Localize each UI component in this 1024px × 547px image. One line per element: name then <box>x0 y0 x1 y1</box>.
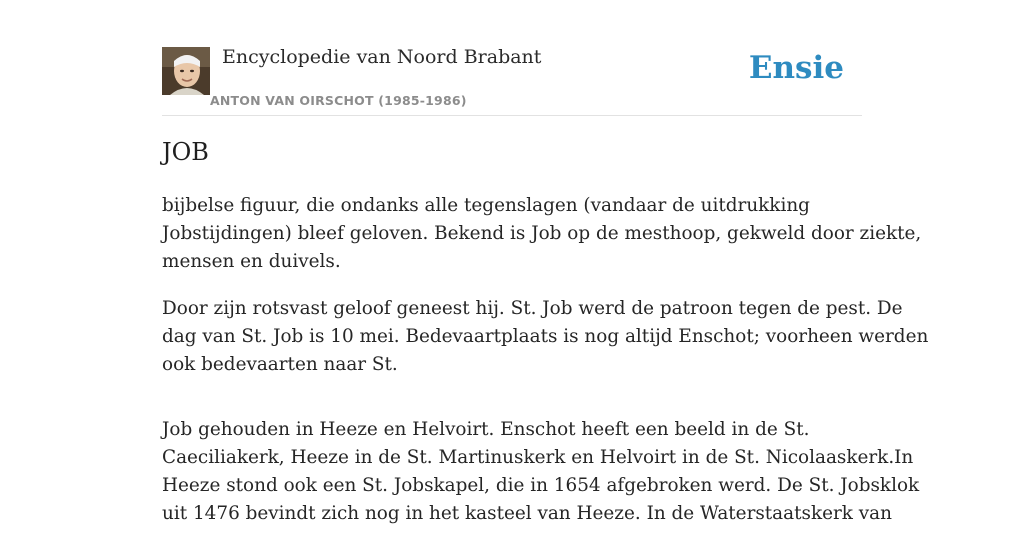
paragraph-line: ook bedevaarten naar St. <box>162 354 398 375</box>
article-paragraph <box>162 192 922 276</box>
author-name[interactable]: ANTON VAN OIRSCHOT (1985-1986) <box>210 93 467 108</box>
article-paragraph <box>162 416 920 528</box>
article-title: JOB <box>162 138 209 166</box>
paragraph-line: bijbelse figuur, die ondanks alle tegenslagen (vandaar de uitdrukking <box>162 195 810 216</box>
paragraph-line: mensen en duivels. <box>162 251 341 272</box>
author-avatar[interactable] <box>162 47 210 95</box>
paragraph-line: uit 1476 bevindt zich nog in het kasteel van Heeze. In de Waterstaatskerk van <box>162 503 892 524</box>
paragraph-line: dag van St. Job is 10 mei. Bedevaartplaats is nog altijd Enschot; voorheen werden <box>162 326 929 347</box>
source-title[interactable]: Encyclopedie van Noord Brabant <box>222 46 542 68</box>
article-body <box>162 192 929 547</box>
author-portrait-icon <box>162 47 210 95</box>
paragraph-line: Door zijn rotsvast geloof geneest hij. St. Job werd de patroon tegen de pest. De <box>162 298 903 319</box>
source-header <box>162 0 862 116</box>
paragraph-line: Caeciliakerk, Heeze in de St. Martinuskerk en Helvoirt in de St. Nicolaaskerk.In <box>162 447 914 468</box>
article-paragraph <box>162 295 929 379</box>
ensie-logo[interactable]: Ensie <box>748 50 844 86</box>
paragraph-line: Job gehouden in Heeze en Helvoirt. Enschot heeft een beeld in de St. <box>162 419 810 440</box>
paragraph-line: Heeze stond ook een St. Jobskapel, die in 1654 afgebroken werd. De St. Jobsklok <box>162 475 920 496</box>
paragraph-line: Jobstijdingen) bleef geloven. Bekend is Job op de mesthoop, gekweld door ziekte, <box>162 223 922 244</box>
